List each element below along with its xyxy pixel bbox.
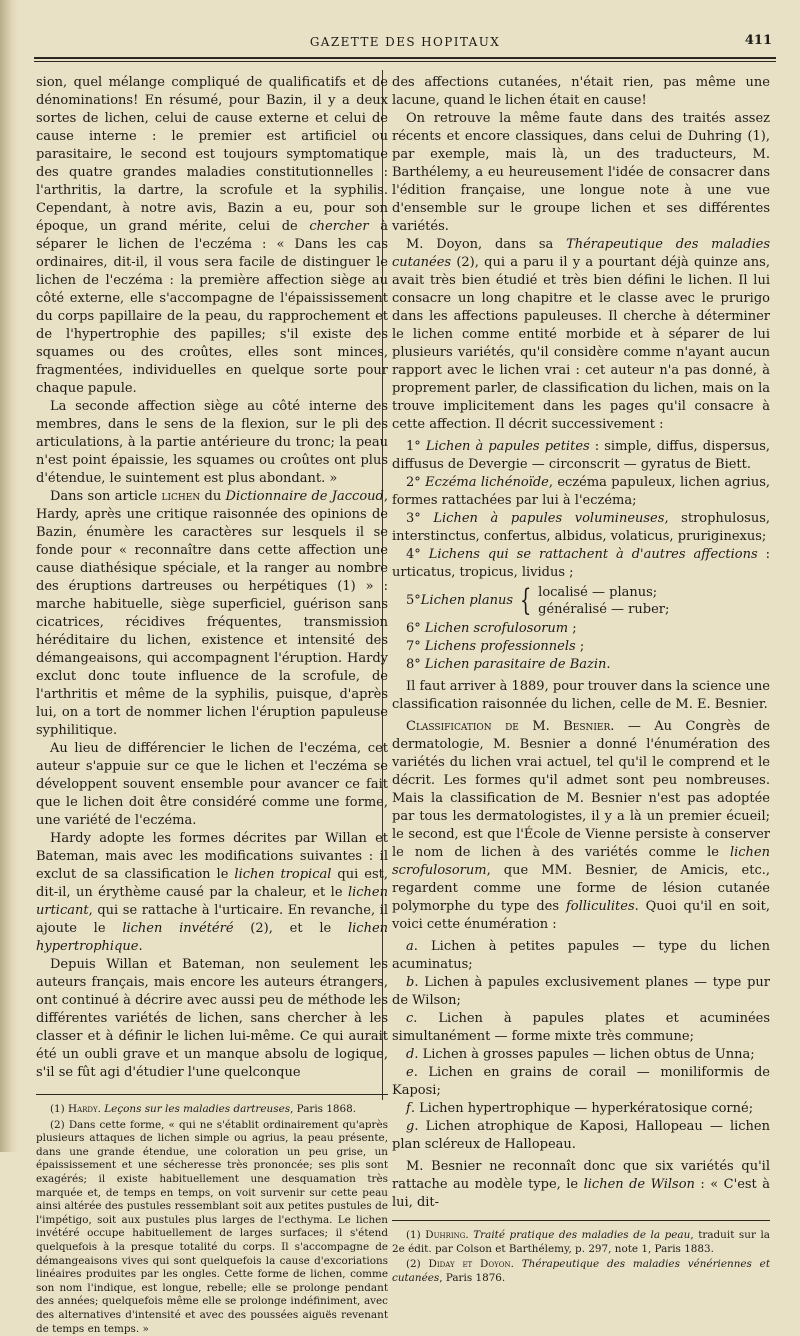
left-column (36, 74, 388, 1336)
list-item: f. Lichen hypertrophique — hyperkératosique corné; (406, 1101, 754, 1116)
paragraph: La seconde affection siège au côté interne des membres, dans le sens de la flexion, sur le pli des articulations, à la partie antérieure du tronc; la peau n'est point épaissie, les squames ou croûtes ont plus d'étendue, le suintement est plus abondant. » (36, 399, 388, 486)
paragraph: M. Doyon, dans sa Thérapeutique des maladies cutanées (2), qui a paru il y a pourtant déjà quinze ans, avait très bien étudié et très bien défini le lichen. Il lui consacre un long chapitre et le classe avec le prurigo dans les affections papuleuses. Il cherche à déterminer le lichen comme entité morbide et à séparer de lui plusieurs variétés, qu'il considère comme n'ayant aucun rapport avec le lichen vrai : cet auteur n'a pas donné, à proprement parler, de classification du lichen, mais on la trouve implicitement dans les pages qu'il consacre à cette affection. Il décrit successivement : (392, 237, 771, 432)
list-item: a. Lichen à petites papules — type du lichen acuminatus; (392, 939, 770, 972)
planus-localise: localisé — planus; (538, 585, 658, 600)
paragraph: M. Besnier ne reconnaît donc que six variétés qu'il rattache au modèle type, le lichen de Wilson : « C'est à lui, dit- (392, 1159, 771, 1210)
paragraph: Au lieu de différencier le lichen de l'eczéma, cet auteur s'appuie sur ce que le lichen et l'eczéma se développent souvent ensemble pour avancer ce fait que le lichen doit être considéré comme une forme, une variété de l'eczéma. (36, 741, 388, 828)
paragraph: Dans son article lichen du Dictionnaire de Jaccoud, Hardy, après une critique raisonnée des opinions de Bazin, énumère les caractères sur lesquels il se fonde pour « reconnaître dans cette affection une cause diathésique spéciale, et la ranger au nombre des éruptions dartreuses ou herpétiques (1) » : marche habituelle, siège superficiel, guérison sans cicatrices, récidives fréquentes, transmission héréditaire du lichen, existence et intensité des démangeaisons, qui accompagnent l'éruption. Hardy exclut donc toute influence de la scrofule, de l'arthritis et même de la syphilis, puisque, d'après lui, on a tort de nommer lichen l'éruption papuleuse syphilitique. (36, 489, 388, 738)
footnote-rule (36, 1094, 388, 1095)
list-item: 7° Lichens professionnels ; (406, 639, 585, 654)
paragraph: sion, quel mélange compliqué de qualificatifs et de dénominations! En résumé, pour Bazin, il y a deux sortes de lichen, celui de cause externe et celui de cause interne : le premier est artificiel ou parasitaire, le second est toujours symptomatique des quatre grandes maladies constitutionnelles : l'arthritis, la dartre, la scrofule et la syphilis. Cependant, à notre avis, Bazin a eu, pour son époque, un grand mérite, celui de chercher à séparer le lichen de l'eczéma : « Dans les cas ordinaires, dit-il, il vous sera facile de distinguer le lichen de l'eczéma : la première affection siège au côté externe, elle s'accompagne de l'épaississement du corps papillaire de la peau, du rapprochement et de l'hypertrophie des papilles; s'il existe des squames ou des croûtes, elles sont minces, fragmentées, individuelles en quelque sorte pour chaque papule. (36, 75, 388, 396)
list-item: 6° Lichen scrofulosorum ; (406, 621, 577, 636)
list-item: d. Lichen à grosses papules — lichen obtus de Unna; (406, 1047, 755, 1062)
brace-glyph: { (519, 583, 532, 618)
list-item: 8° Lichen parasitaire de Bazin. (406, 657, 611, 672)
footnote: (1) Hardy. Leçons sur les maladies dartreuses, Paris 1868. (50, 1103, 357, 1115)
list-item: e. Lichen en grains de corail — moniliformis de Kaposi; (392, 1065, 770, 1098)
header-rule (34, 57, 776, 59)
paragraph: Classification de M. Besnier. — Au Congrès de dermatologie, M. Besnier a donné l'énumération des variétés du lichen vrai actuel, tel qu'il le comprend et le décrit. Les formes qu'il admet sont peu nombreuses. Mais la classification de M. Besnier n'est pas adoptée par tous les dermatologistes, il y a là un premier écueil; le second, est que l'École de Vienne persiste à conserver le nom de lichen à des variétés comme le lichen scrofulosorum, que MM. Besnier, de Amicis, etc., regardent comme une forme de lésion cutanée polymorphe du type des folliculites. Quoi qu'il en soit, voici cette énumération : (392, 719, 771, 932)
page-number: 411 (744, 33, 772, 48)
book-spine-shadow (0, 0, 18, 1152)
paragraph: Il faut arriver à 1889, pour trouver dans la science une classification raisonnée du lichen, celle de M. E. Besnier. (392, 679, 770, 712)
list-item: 3° Lichen à papules volumineuses, strophulosus, interstinctus, confertus, albidus, volaticus, pruriginexus; (392, 511, 771, 544)
journal-title: GAZETTE DES HOPITAUX (309, 35, 501, 49)
footnote-rule (392, 1220, 770, 1221)
list-item: 1° Lichen à papules petites : simple, diffus, dispersus, diffusus de Devergie — circonscrit — gyratus de Biett. (392, 439, 771, 472)
list-item: b. Lichen à papules exclusivement planes — type pur de Wilson; (392, 975, 770, 1008)
footnote: (1) Duhring. Traité pratique des maladies de la peau, traduit sur la 2e édit. par Colson et Barthélemy, p. 297, note 1, Paris 1883. (392, 1229, 770, 1255)
list-item: g. Lichen atrophique de Kaposi, Hallopeau — lichen plan scléreux de Hallopeau. (392, 1119, 770, 1152)
footnotes (392, 1229, 770, 1285)
paragraph: des affections cutanées, n'était rien, pas même une lacune, quand le lichen était en cause! (392, 75, 770, 108)
list-item-planus: 5° Lichen planus { localisé — planus; généralisé — ruber; (406, 583, 670, 618)
paragraph: On retrouve la même faute dans des traités assez récents et encore classiques, dans celui de Duhring (1), par exemple, mais là, un des traducteurs, M. Barthélemy, a eu heureusement l'idée de consacrer dans l'édition française, une longue note à une vue d'ensemble sur le groupe lichen et ses différentes variétés. (392, 111, 770, 234)
list-item: 2° Eczéma lichénoïde, eczéma papuleux, lichen agrius, formes rattachées par lui à l'eczéma; (392, 475, 770, 508)
paragraph: Hardy adopte les formes décrites par Willan et Bateman, mais avec les modifications suivantes : il exclut de sa classification le lichen tropical qui est, dit-il, un érythème causé par la chaleur, et le lichen urticant, qui se rattache à l'urticaire. En revanche, il ajoute le lichen invétéré (2), et le lichen hypertrophique. (36, 831, 389, 954)
footnote: (2) Dans cette forme, « qui ne s'établit ordinairement qu'après plusieurs attaques de lichen simple ou agrius, la peau présente, dans une grande étendue, une coloration un peu grise, un épaississement et une sécheresse très prononcée; ses plis sont exagérés; il existe habituellement une desquamation très marquée et, de temps en temps, on voit survenir sur cette peau ainsi altérée des pustules ressemblant soit aux petites pustules de l'impétigo, soit aux pustules plus larges de l'ecthyma. Le lichen invétéré occupe habituellement de larges surfaces; il s'étend quelquefois à la presque totalité du corps. Il s'accompagne de démangeaisons vives qui sont quelquefois la cause d'excoriations linéaires produites par les ongles. Cette forme de lichen, comme son nom l'indique, est longue, rebelle; elle se prolonge pendant des années; quelquefois même elle se prolonge indéfiniment, avec des alternatives d'intensité et avec des poussées aiguës revenant de temps en temps. » (36, 1118, 388, 1335)
list-item: 4° Lichens qui se rattachent à d'autres affections : urticatus, tropicus, lividus ; (392, 547, 770, 580)
footnotes (36, 1103, 388, 1336)
planus-generalise: généralisé — ruber; (538, 602, 670, 617)
right-column (392, 74, 770, 1285)
running-header (30, 33, 780, 53)
header-rule-thin (34, 61, 776, 62)
list-item: c. Lichen à papules plates et acuminées simultanément — forme mixte très commune; (392, 1011, 770, 1044)
footnote: (2) Diday et Doyon. Thérapeutique des maladies vénériennes et cutanées, Paris 1876. (392, 1258, 771, 1284)
paragraph: Depuis Willan et Bateman, non seulement les auteurs français, mais encore les auteurs étrangers, ont continué à décrire avec aussi peu de méthode les différentes variétés de lichen, sans chercher à les classer et à définir le lichen lui-même. Ce qui aurait été un oubli grave et un manque absolu de logique, s'il se fût agi d'étudier l'une quelconque (36, 957, 388, 1080)
